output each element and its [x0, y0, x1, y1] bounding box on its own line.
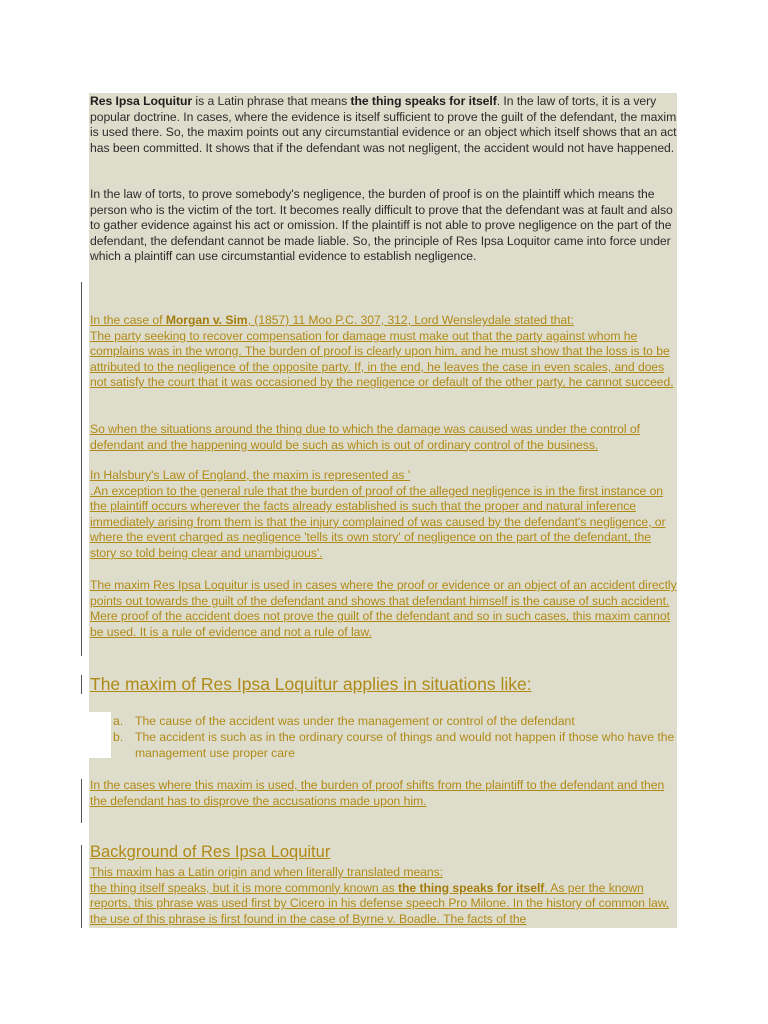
- text-span: is a Latin phrase that means: [192, 94, 351, 108]
- list-margin-block: [89, 712, 111, 758]
- change-bar: [81, 675, 82, 694]
- list-item-text: The cause of the accident was under the management or control of the defendant: [135, 714, 575, 728]
- burden-shift-paragraph: In the cases where this maxim is used, the burden of proof shifts from the plaintiff to the defendant and then the defendant has to disprove the accusations made upon him.: [90, 778, 665, 808]
- meaning-bold: the thing speaks for itself: [350, 94, 497, 108]
- list-marker: b.: [113, 730, 124, 744]
- list-item: [113, 730, 675, 760]
- situations-paragraph: So when the situations around the thing due to which the damage was caused was under the control of defendant and the happening would be such as which is out of ordinary control of the business.: [90, 422, 640, 452]
- term-bold: Res Ipsa Loquitur: [90, 94, 193, 108]
- case-name: Morgan v. Sim: [165, 313, 248, 327]
- intro-paragraph: [90, 94, 678, 156]
- halsbury-quote: An exception to the general rule that the burden of proof of the alleged negligence is in the first instance on the plaintiff occurs wherever the facts already established is such that the proper and natural inference immediately arising from them is that the injury complained of was caused by the defendant's negligence, or where the event charged as negligence 'tells its own story' of negligence on the part of the defendant, the story so told being clear and unambiguous'.: [90, 483, 666, 560]
- maxim-used-paragraph: The maxim Res Ipsa Loquitur is used in cases where the proof or evidence or an object of an accident directly points out towards the guilt of the defendant and shows that defendant himself is the cause of such accident. Mere proof of the accident does not prove the guilt of the defendant and so in such cases, this maxim cannot be used. It is a rule of evidence and not a rule of law.: [90, 578, 677, 639]
- case-quote: The party seeking to recover compensation for damage must make out that the party against whom he complains was in the wrong. The burden of proof is clearly upon him, and he must show that the loss is to be attributed to the negligence of the opposite party. If, in the end, he leaves the case in even scales, and does not satisfy the court that it was occasioned by the negligence or default of the other party, he cannot succeed.: [90, 328, 674, 390]
- burden-paragraph: In the law of torts, to prove somebody's negligence, the burden of proof is on the plaintiff which means the person who is the victim of the tort. It becomes really difficult to prove that the defendant was at fault and also to gather evidence against his act or omission. If the plaintiff is not able to prove negligence on the part of the defendant, the defendant cannot be made liable. So, the principle of Res Ipsa Loquitor came into force under which a plaintiff can use circumstantial evidence to establish negligence.: [90, 187, 673, 264]
- text-span: .: [90, 483, 94, 498]
- text-span: . As per the known reports, this phrase was used first by Cicero in his defense speech Pro Milone. In the history of common law, the use of this phrase is first found in the case of Byrne v. Boadle. The facts of the: [90, 880, 670, 926]
- text-span: In the case of: [90, 313, 166, 327]
- text-span: This maxim has a Latin origin and when literally translated means:: [90, 865, 444, 879]
- section-heading: Background of Res Ipsa Loquitur: [90, 843, 331, 861]
- phrase-bold: the thing speaks for itself: [398, 880, 545, 895]
- background-paragraph: [90, 865, 678, 927]
- text-span: . In the law of torts, it is a very popular doctrine. In cases, where the evidence is itself sufficient to prove the guilt of the defendant, the maxim is used there. So, the maxim points out any circumstantial evidence or an object which itself shows that an act has been committed. It shows that if the defendant was not negligent, the accident would not have happened.: [90, 94, 677, 155]
- section-heading: The maxim of Res Ipsa Loquitur applies in situations like:: [90, 674, 532, 694]
- change-bar: [81, 282, 82, 656]
- morgan-case-paragraph: [90, 313, 678, 391]
- list-item-text: The accident is such as in the ordinary course of things and would not happen if those who have the management use proper care: [135, 730, 675, 760]
- text-span: In Halsbury's Law of England, the maxim is represented as ': [90, 468, 411, 482]
- text-span: the thing itself speaks, but it is more commonly known as: [90, 880, 399, 895]
- change-bar: [81, 779, 82, 823]
- list-item: [113, 714, 673, 730]
- case-citation: , (1857) 11 Moo P.C. 307, 312, Lord Wensleydale stated that:: [247, 313, 574, 327]
- change-bar: [81, 845, 82, 928]
- list-marker: a.: [113, 714, 124, 728]
- halsbury-paragraph: [90, 468, 678, 562]
